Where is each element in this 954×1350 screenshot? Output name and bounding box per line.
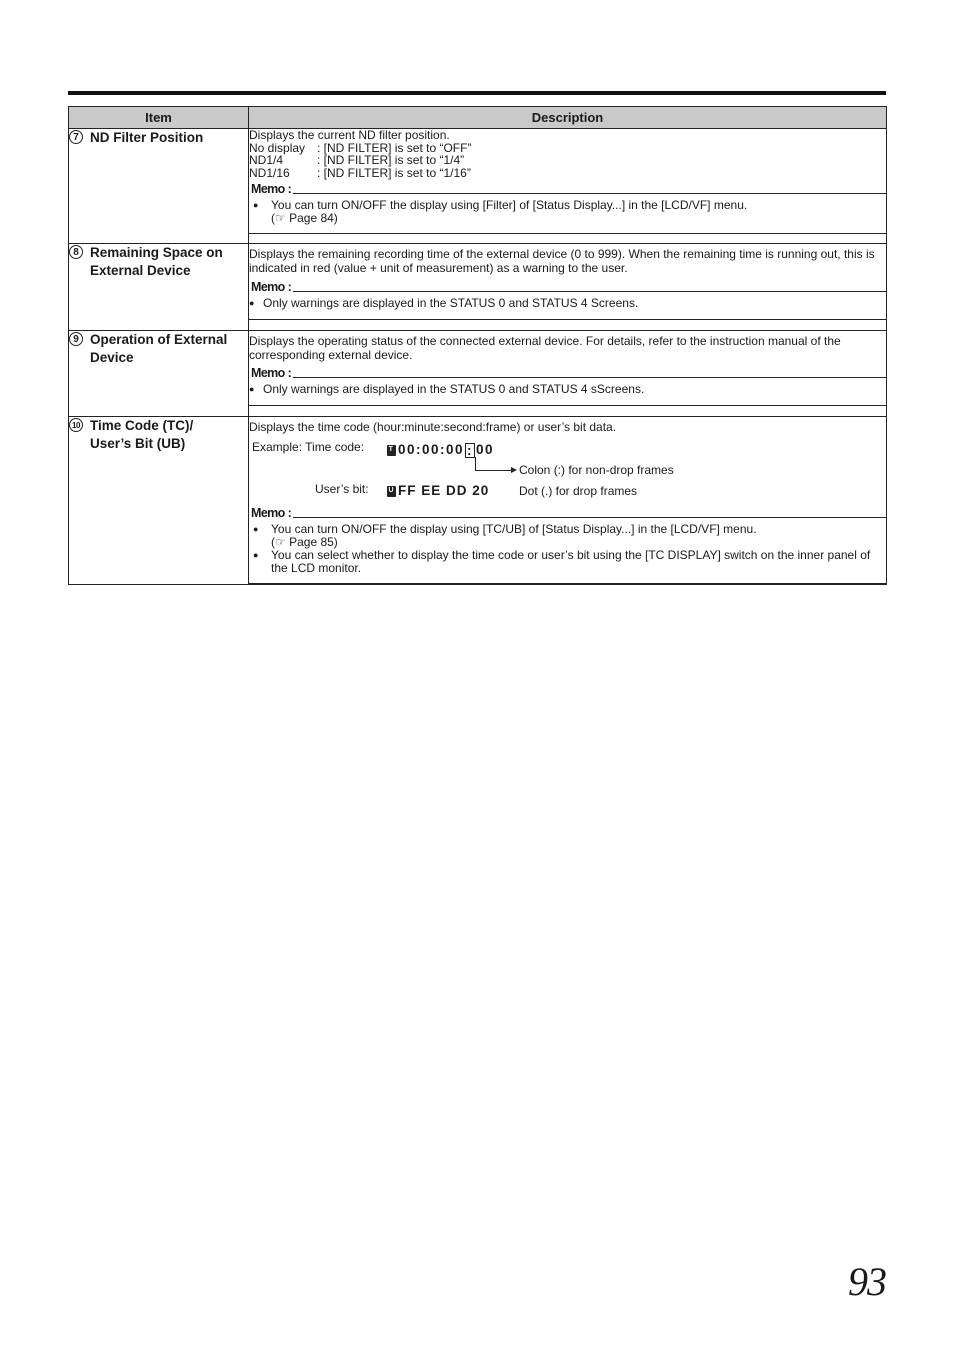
- memo-bullet: [249, 523, 886, 548]
- frame-separator: :: [467, 443, 474, 458]
- time-code-label: Example: Time code:: [252, 440, 365, 454]
- memo-end-rule: [249, 319, 886, 320]
- memo-heading: [249, 183, 886, 196]
- timecode-example: [249, 437, 886, 507]
- dot-note: Dot (.) for drop frames: [519, 484, 638, 498]
- memo-rule: [293, 291, 886, 292]
- description-intro: Displays the time code (hour:minute:second:frame) or user’s bit data.: [249, 420, 617, 434]
- users-bit-display: [387, 485, 489, 498]
- memo-text: You can turn ON/OFF the display using [Filter] of [Status Display...] in the [LCD/VF] menu.: [271, 198, 748, 212]
- nd-key: ND1/16: [249, 165, 290, 180]
- item-title-line: ND Filter Position: [90, 130, 204, 145]
- description-cell: [249, 244, 887, 331]
- memo-bullet: [249, 199, 886, 224]
- memo-bullet: [249, 297, 886, 310]
- tc-indicator-icon: T: [387, 445, 396, 456]
- bullet-icon: ●: [253, 550, 259, 560]
- item-title-line: Remaining Space on: [90, 245, 223, 260]
- description-cell: [249, 331, 887, 417]
- nd-value: : [ND FILTER] is set to “OFF”: [317, 140, 472, 155]
- ub-indicator-icon: U: [387, 486, 396, 497]
- bullet-icon: ●: [253, 200, 259, 210]
- item-number-badge: 8: [69, 245, 83, 259]
- time-code-display: [387, 443, 494, 458]
- nd-filter-list: [249, 142, 886, 180]
- item-title: [90, 129, 203, 147]
- callout-line: [475, 470, 513, 471]
- memo-text: You can select whether to display the time code or user’s bit using the [TC DISPLAY] switch on the inner panel of the LCD monitor.: [271, 548, 871, 575]
- memo-rule: [293, 517, 886, 518]
- item-number-badge: 7: [69, 130, 83, 144]
- item-cell: [69, 417, 249, 585]
- top-rule: [68, 91, 886, 95]
- memo-end-rule: [249, 405, 886, 406]
- item-title-line: Time Code (TC)/: [90, 418, 194, 433]
- item-title-line: External Device: [90, 263, 191, 278]
- item-cell: [69, 129, 249, 244]
- callout-line: [475, 457, 476, 471]
- bullet-icon: ●: [253, 524, 259, 534]
- time-code-value: 00:00:00: [398, 442, 465, 458]
- memo-text: Only warnings are displayed in the STATUS 0 and STATUS 4 Screens.: [263, 296, 639, 310]
- page-number: 93: [848, 1259, 886, 1304]
- memo-rule: [293, 193, 886, 194]
- users-bit-value: FF EE DD 20: [398, 483, 490, 498]
- item-cell: [69, 244, 249, 331]
- description-intro: Displays the operating status of the connected external device. For details, refer to the instruction manual of the corresponding external device.: [249, 334, 841, 362]
- memo-end-rule: [249, 583, 886, 584]
- table-header-row: [69, 107, 887, 129]
- users-bit-label: User’s bit:: [315, 482, 369, 496]
- memo-end-rule: [249, 233, 886, 234]
- page-reference: (☞ Page 84): [271, 210, 338, 225]
- header-description: Description: [249, 107, 887, 129]
- bullet-icon: ●: [249, 384, 255, 394]
- description-cell: [249, 129, 887, 244]
- item-number-badge: 9: [69, 332, 83, 346]
- item-title: [90, 331, 227, 367]
- header-item: Item: [69, 107, 249, 129]
- table-row: [69, 244, 887, 331]
- memo-heading: [249, 281, 886, 294]
- description-table: [68, 106, 887, 585]
- memo-text: Only warnings are displayed in the STATUS 0 and STATUS 4 sScreens.: [263, 382, 645, 396]
- memo-bullet: [249, 549, 886, 574]
- item-title-line: User’s Bit (UB): [90, 436, 186, 451]
- list-item: [249, 167, 886, 180]
- item-cell: [69, 331, 249, 417]
- table-row: [69, 129, 887, 244]
- item-title-line: Device: [90, 350, 134, 365]
- item-title-line: Operation of External: [90, 332, 228, 347]
- description-intro: Displays the remaining recording time of the external device (0 to 999). When the remaining time is running out, this is indicated in red (value + unit of measurement) as a warning to the user.: [249, 247, 875, 275]
- memo-label: Memo :: [251, 366, 292, 380]
- memo-label: Memo :: [251, 182, 292, 196]
- memo-text: You can turn ON/OFF the display using [TC/UB] of [Status Display...] in the [LCD/VF] menu.: [271, 522, 757, 536]
- nd-key: ND1/4: [249, 153, 284, 167]
- nd-value: : [ND FILTER] is set to “1/4”: [317, 153, 465, 167]
- item-number-badge: 10: [69, 418, 83, 432]
- page-reference: (☞ Page 85): [271, 534, 338, 549]
- memo-heading: [249, 507, 886, 520]
- nd-value: : [ND FILTER] is set to “1/16”: [317, 165, 471, 180]
- table-row: [69, 417, 887, 585]
- time-code-frames: 00: [476, 442, 495, 458]
- memo-rule: [293, 377, 886, 378]
- item-title: [90, 244, 223, 280]
- arrow-icon: [511, 467, 517, 473]
- memo-label: Memo :: [251, 506, 292, 520]
- nd-key: No display: [249, 140, 306, 155]
- bullet-icon: ●: [249, 298, 255, 308]
- memo-label: Memo :: [251, 280, 292, 294]
- table-row: [69, 331, 887, 417]
- item-title: [90, 417, 193, 453]
- description-cell: [249, 417, 887, 585]
- memo-bullet: [249, 383, 886, 396]
- colon-note: Colon (:) for non-drop frames: [519, 463, 674, 477]
- description-intro: Displays the current ND filter position.: [249, 128, 450, 142]
- list-item: [249, 154, 886, 167]
- memo-heading: [249, 367, 886, 380]
